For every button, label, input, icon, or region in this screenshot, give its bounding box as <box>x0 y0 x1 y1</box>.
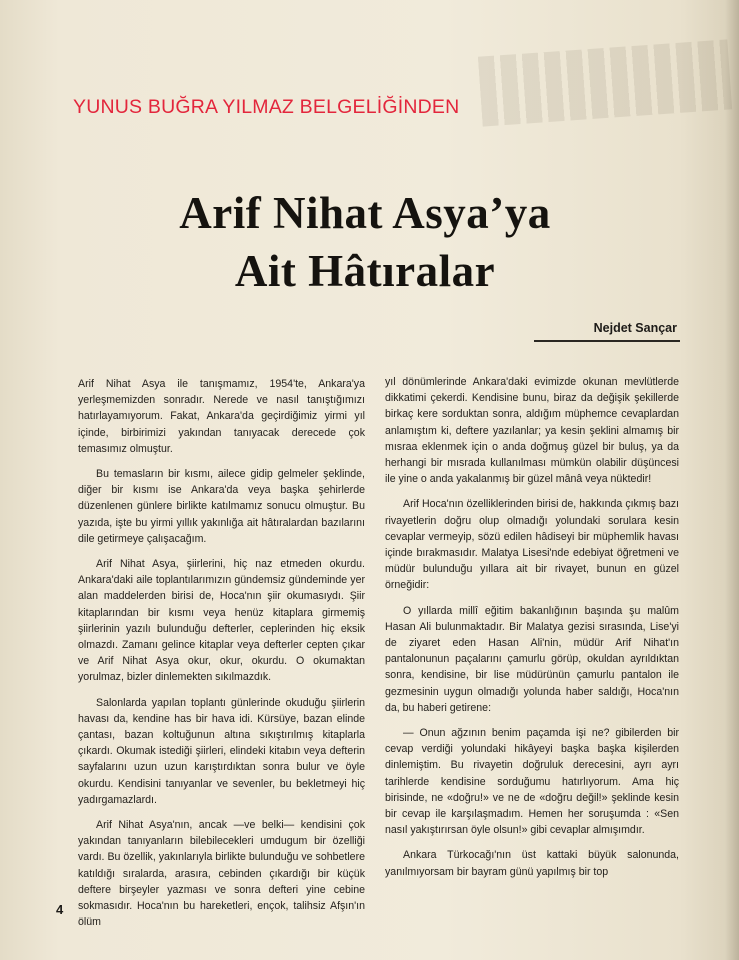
paragraph: — Onun ağzının benim paçamda işi ne? gibilerden bir cevap verdiği yolundaki hikâyeyi başka başka kişilerden dinlemiştim. Bu rivayetin doğruluk derecesini, ayrı ayrı tarihlerde kendisine sorduğumu hatırlıyorum. Ama hiç birisinde, ne «doğru!» ve ne de «doğru değil!» şeklinde kesin bir cevap ile karşılaşmadım. Hemen her soruşumda : «Sen nasıl yakıştırırsan öyle olsun!» gibi cevaplar almışımdır. <box>385 727 679 837</box>
article-title <box>40 184 690 300</box>
page-number: 4 <box>56 902 64 917</box>
article-title-line-2: Ait Hâtıralar <box>234 246 496 296</box>
bleed-through-text <box>478 39 732 126</box>
left-column <box>78 376 365 940</box>
paragraph: Bu temasların bir kısmı, ailece gidip gelmeler şeklinde, diğer bir kısmı ise Ankara'da veya başka şehirlerde düzenlenen günlere birlikte katılmamız sonucu olmuştur. Bu yazıda, işte bu yirmi yıllık yakınlığa ait hâtıralardan bazılarını dile getirmeye çalışacağım. <box>78 468 365 545</box>
paragraph: yıl dönümlerinde Ankara'daki evimizde okunan mevlütlerde dikkatimi çekerdi. Kendisine bunu, biraz da değişik şekillerde birkaç kere sorduktan sonra, aldığım müphemce cevaplardan anlamıştım ki, deftere yazılanlar; ya kesin şeklini almamış bir mısraa eklenmek için o anda doğmuş güzel bir buluş, ya da herhangi bir mısrada kullanılması mümkün olabilir düşüncesi ile yine o anda yakalanmış bir güzel mânâ veya nüktedir! <box>385 376 679 486</box>
paragraph: Arif Nihat Asya, şiirlerini, hiç naz etmeden okurdu. Ankara'daki aile toplantılarımızın gündemsiz gündeminde yer alan maddelerden birisi de, Hoca'nın şiir okumasıydı. Şiir kitaplarından bir kısmı veya henüz kitaplara girmemiş şiirlerinin yazılı bulunduğu defterler, ceplerinden hiç eksik olmazdı. Zamanı gelince kitaplar veya defterler cepten çıkar ve Arif Nihat Asya okur, okur, okurdu. O okumaktan yorulmaz, bizler dinlemekten sıkılmazdık. <box>78 558 365 684</box>
right-column <box>385 374 679 889</box>
paragraph: Arif Nihat Asya'nın, ancak —ve belki— kendisini çok yakından tanıyanların bilebilecekleri umdugum bir özelliği vardı. Bu özellik, yakınlarıyla birlikte bulunduğu ve sohbetlere katıldığı sıralarda, arasıra, cebinden çıkardığı bir küçük deftere birşeyler yazması ve sonra defteri yine cebine sokmasıdır. Hoca'nın bu hareketleri, ençok, talihsiz Afşın'ın ölüm <box>78 819 365 929</box>
article-title-line-1: Arif Nihat Asya’ya <box>179 188 551 238</box>
paragraph: Arif Nihat Asya ile tanışmamız, 1954'te, Ankara'ya yerleşmemizden sonradır. Nerede ve nasıl tanıştığımızı hatırlayamıyorum. Fakat, Ankara'da geçirdiğimiz yirmi yıl içinde, birbirimizi yakından tanıyacak derecede çok temasımız olmuştur. <box>78 378 365 455</box>
author-underline <box>534 340 680 342</box>
author-name: Nejdet Sançar <box>593 321 677 335</box>
paragraph: Ankara Türkocağı'nın üst kattaki büyük salonunda, yanılmıyorsam bir bayram günü yapılmış bir top <box>385 849 679 878</box>
paragraph: Salonlarda yapılan toplantı günlerinde okuduğu şiirlerin havası da, kendine has bir hava idi. Kürsüye, bazan elinde çantası, bazan koltuğunun altına sıkıştırılmış kitaplarla çıkardı. Okumak istediği şiirleri, elindeki kitabın veya defterin sayfalarını uzun uzun karıştırdıktan sonra bulur ve öyle okurdu. Kendisini tanıyanlar ve sevenler, bu bekletmeyi hiç yadırgamazlardı. <box>78 696 365 806</box>
paragraph: O yıllarda millî eğitim bakanlığının başında şu malûm Hasan Ali bulunmaktadır. Bir Malatya gezisi sırasında, Lise'yi de ziyaret eden Hasan Ali'nin, müdür Arif Nihat'ın pantalonunun paçalarını çamurlu görüp, okuldan ayrıldıktan sonra, kendisine, bir lise müdürünün çamurlu pantalon ile gezmesinin uygun olmadığı yolunda haber saldığı, Hoca'nın da, bu haberi getirene: <box>385 604 679 714</box>
page-spine-shadow <box>725 0 739 960</box>
paragraph: Arif Hoca'nın özelliklerinden birisi de, hakkında çıkmış bazı rivayetlerin doğru olup olmadığı yolundaki sorulara kesin cevaplar vermeyip, sözü edilen hâdiseyi bir müphemlik havası içinde bırakmasıdır. Malatya Lisesi'nde edebiyat öğretmeni ve müdür bulunduğu yıllara ait bir rivayet, bunun en güzel örneğidir: <box>385 498 679 592</box>
archive-label: YUNUS BUĞRA YILMAZ BELGELİĞİNDEN <box>73 96 460 118</box>
